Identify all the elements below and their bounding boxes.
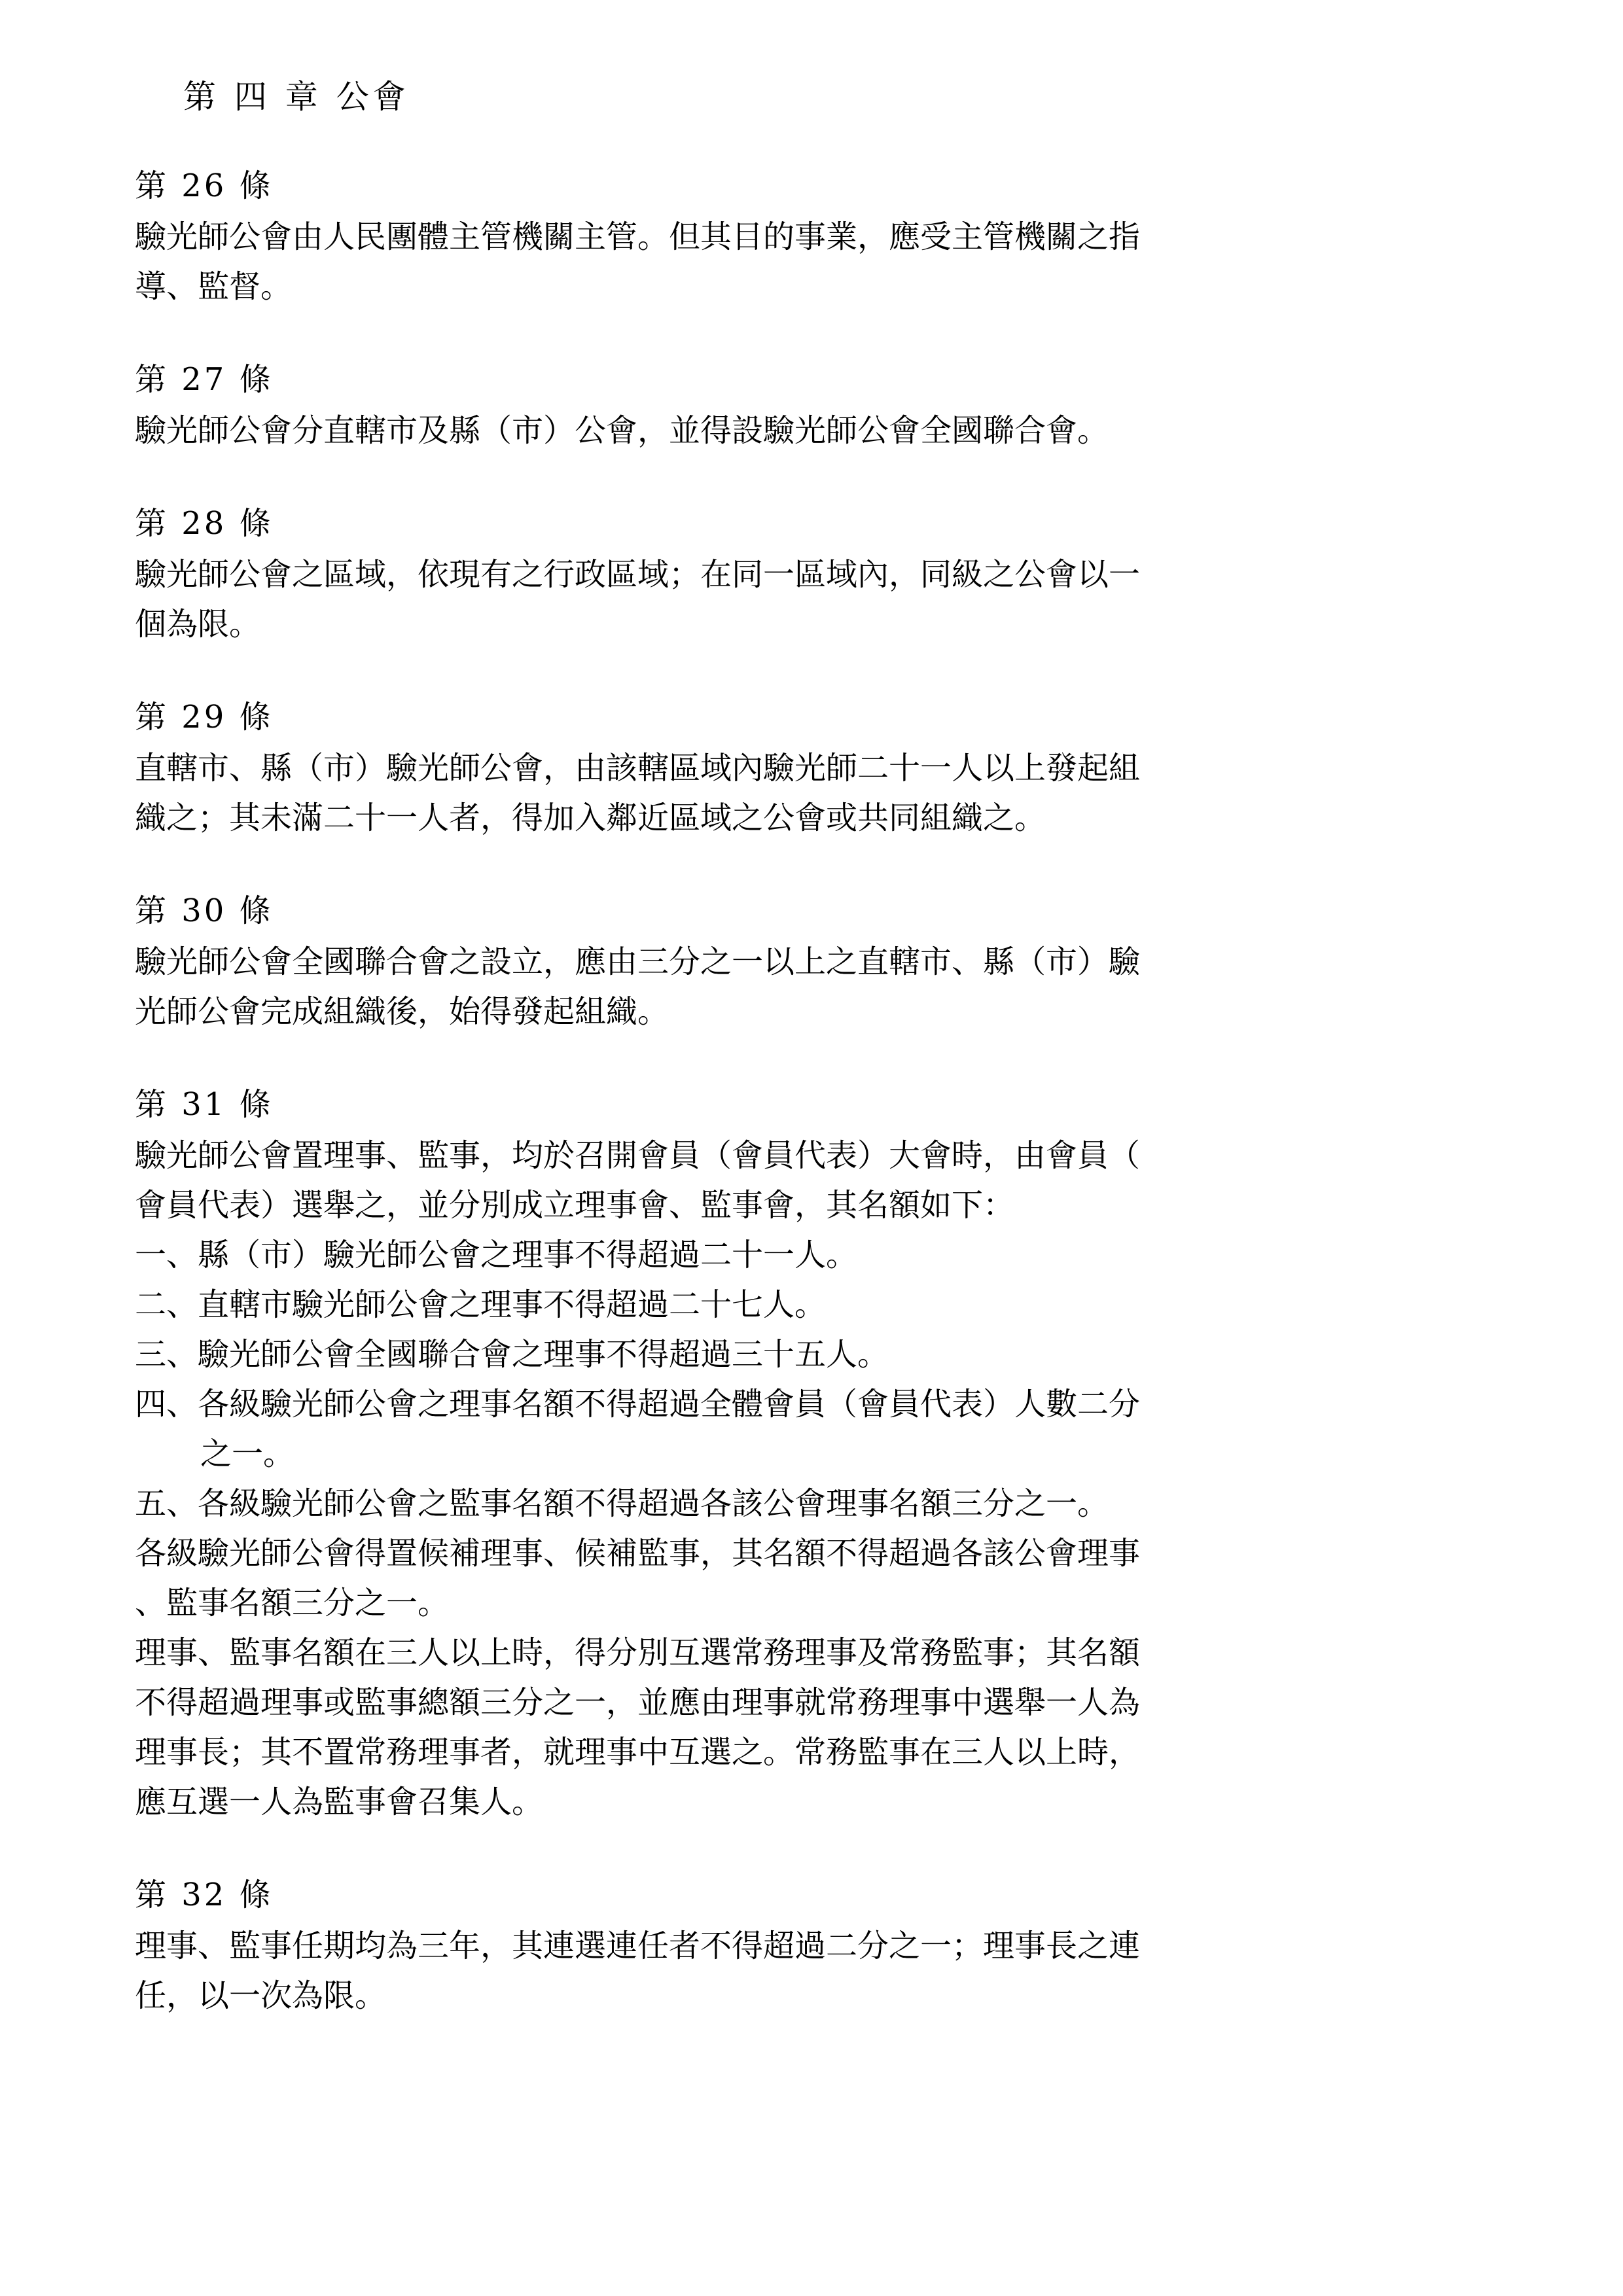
article-text-line: 驗光師公會全國聯合會之設立，應由三分之一以上之直轄市、縣（市）驗 <box>135 944 1141 980</box>
article-text-line: 驗光師公會置理事、監事，均於召開會員（會員代表）大會時，由會員（ <box>135 1137 1141 1174</box>
article-29 <box>135 696 1208 843</box>
article-text-line: 、監事名額三分之一。 <box>135 1585 450 1621</box>
article-text-line: 光師公會完成組織後，始得發起組織。 <box>135 993 669 1030</box>
list-item: 一、縣（市）驗光師公會之理事不得超過二十一人。 <box>135 1237 858 1273</box>
article-text-line: 理事長；其不置常務理事者，就理事中互選之。常務監事在三人以上時， <box>135 1734 1141 1771</box>
article-text-line: 理事、監事任期均為三年，其連選連任者不得超過二分之一；理事長之連 <box>135 1928 1141 1964</box>
article-heading: 第 26 條 <box>135 168 274 204</box>
article-text-line: 驗光師公會分直轄市及縣（市）公會，並得設驗光師公會全國聯合會。 <box>135 412 1109 449</box>
article-31 <box>135 1084 1208 1827</box>
article-26 <box>135 165 1208 311</box>
article-text-line: 驗光師公會由人民團體主管機關主管。但其目的事業，應受主管機關之指 <box>135 219 1141 255</box>
article-text-line: 各級驗光師公會得置候補理事、候補監事，其名額不得超過各該公會理事 <box>135 1535 1141 1572</box>
article-heading: 第 29 條 <box>135 699 274 735</box>
chapter-title: 第 四 章 公會 <box>183 78 410 116</box>
article-text-line: 任，以一次為限。 <box>135 1977 387 2014</box>
article-heading: 第 27 條 <box>135 361 274 398</box>
article-heading: 第 32 條 <box>135 1877 274 1913</box>
article-heading: 第 31 條 <box>135 1086 274 1123</box>
article-text-line: 應互選一人為監事會召集人。 <box>135 1784 544 1820</box>
article-30 <box>135 890 1208 1036</box>
list-item: 三、驗光師公會全國聯合會之理事不得超過三十五人。 <box>135 1336 889 1373</box>
article-text-line: 理事、監事名額在三人以上時，得分別互選常務理事及常務監事；其名額 <box>135 1634 1141 1671</box>
list-item: 五、各級驗光師公會之監事名額不得超過各該公會理事名額三分之一。 <box>135 1485 1109 1522</box>
article-heading: 第 30 條 <box>135 892 274 929</box>
article-text-line: 驗光師公會之區域，依現有之行政區域；在同一區域內，同級之公會以一 <box>135 556 1141 593</box>
article-text-line: 織之；其未滿二十一人者，得加入鄰近區域之公會或共同組織之。 <box>135 800 1046 836</box>
article-text-line: 導、監督。 <box>135 268 293 305</box>
article-28 <box>135 503 1208 649</box>
document-body <box>135 165 1208 2068</box>
article-text-line: 不得超過理事或監事總額三分之一，並應由理事就常務理事中選舉一人為 <box>135 1684 1141 1721</box>
article-text-line: 會員代表）選舉之，並分別成立理事會、監事會，其名額如下： <box>135 1187 1015 1224</box>
article-heading: 第 28 條 <box>135 505 274 542</box>
list-item: 二、直轄市驗光師公會之理事不得超過二十七人。 <box>135 1286 827 1323</box>
article-27 <box>135 359 1208 455</box>
list-item-continuation: 之一。 <box>200 1436 295 1472</box>
article-32 <box>135 1874 1208 2021</box>
list-item: 四、各級驗光師公會之理事名額不得超過全體會員（會員代表）人數二分 <box>135 1386 1141 1422</box>
article-text-line: 個為限。 <box>135 606 261 643</box>
article-text-line: 直轄市、縣（市）驗光師公會，由該轄區域內驗光師二十一人以上發起組 <box>135 750 1141 786</box>
